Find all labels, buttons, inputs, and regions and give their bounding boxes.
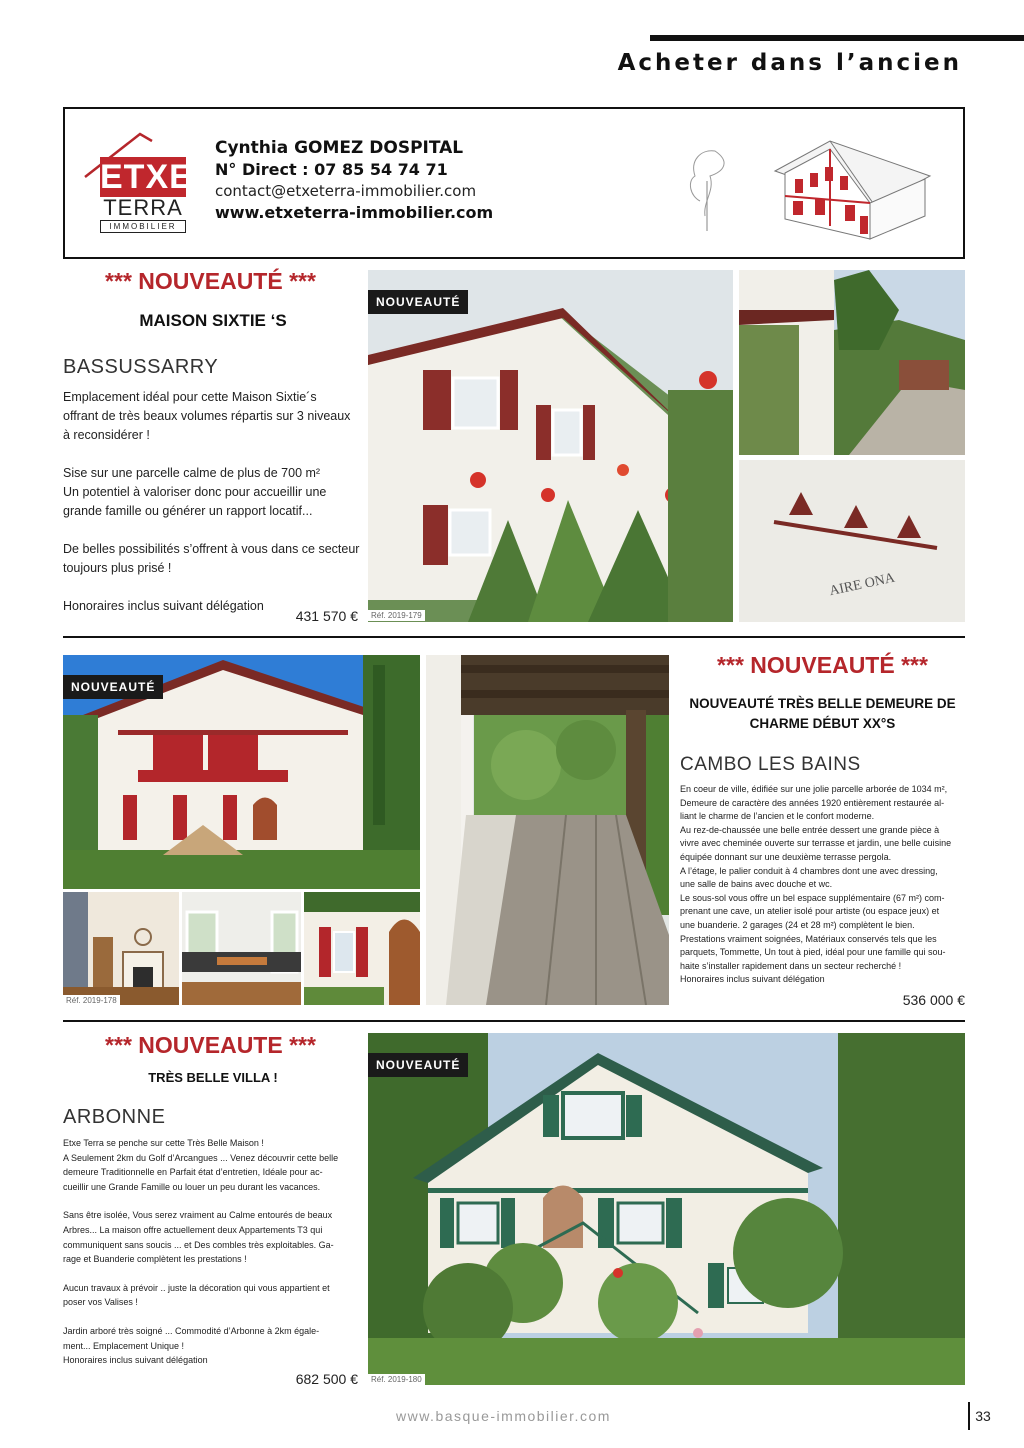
description-line: toujours plus prisé ! bbox=[63, 561, 172, 575]
description-line: Sise sur une parcelle calme de plus de 700 m² bbox=[63, 466, 321, 480]
listing2-subtitle-line2: CHARME DÉBUT XX°S bbox=[749, 716, 896, 731]
description-line bbox=[63, 1194, 359, 1208]
contact-email[interactable]: contact@etxeterra-immobilier.com bbox=[215, 182, 477, 200]
description-line: Honoraires inclus suivant délégation bbox=[680, 974, 825, 985]
description-line: Honoraires inclus suivant délégation bbox=[63, 599, 264, 613]
listing2-pergola-photo bbox=[426, 655, 669, 1005]
description-line: Le sous-sol vous offre un bel espace supplémentaire (67 m²) com- bbox=[680, 892, 945, 903]
listing2-tag: *** NOUVEAUTÉ *** bbox=[717, 652, 928, 678]
listing1-tag: *** NOUVEAUTÉ *** bbox=[105, 268, 316, 294]
listing3-tag: *** NOUVEAUTE *** bbox=[105, 1032, 316, 1058]
description-line: Honoraires inclus suivant délégation bbox=[63, 1355, 208, 1366]
description-line: Demeure de caractère des années 1920 entièrement restaurée al- bbox=[680, 797, 945, 808]
contact-phone[interactable]: N° Direct : 07 85 54 74 71 bbox=[215, 160, 448, 179]
listing1-city: BASSUSSARRY bbox=[63, 356, 219, 378]
listing2-badge: NOUVEAUTÉ bbox=[63, 675, 163, 699]
description-line: Emplacement idéal pour cette Maison Sixtie´s bbox=[63, 390, 317, 404]
description-line: grande famille ou générer un rapport locatif... bbox=[63, 504, 313, 518]
logo-immobilier: IMMOBILIER bbox=[100, 220, 186, 233]
description-line: parquets, Tommette, Un tout à pied, idéal pour une famille qui sou- bbox=[680, 947, 946, 958]
page-number: 33 bbox=[968, 1402, 996, 1430]
basque-house-illustration bbox=[685, 121, 945, 246]
listing1-subtitle: MAISON SIXTIE ‘S bbox=[139, 311, 287, 330]
listing1-side-photo-2 bbox=[739, 460, 965, 622]
divider-1 bbox=[63, 636, 965, 638]
listing2-city: CAMBO LES BAINS bbox=[680, 754, 861, 775]
description-line: ment... Emplacement Unique ! bbox=[63, 1340, 185, 1351]
listing1-side-photo-1 bbox=[739, 270, 965, 455]
listing1-badge: NOUVEAUTÉ bbox=[368, 290, 468, 314]
description-line: liant le charme de l’ancien et le confort moderne. bbox=[680, 811, 875, 822]
listing3-badge: NOUVEAUTÉ bbox=[368, 1053, 468, 1077]
description-line: prenant une cave, un atelier isolé pour artiste (ou espace jeux) et bbox=[680, 906, 940, 917]
logo-terra: TERRA bbox=[103, 195, 183, 220]
listing1-description bbox=[63, 388, 363, 616]
description-line bbox=[63, 1310, 359, 1324]
description-line: Arbres... La maison offre actuellement deux Appartements T3 qui bbox=[63, 1224, 323, 1235]
agency-contact bbox=[215, 137, 493, 224]
description-line: A l’étage, le palier conduit à 4 chambres dont une avec dressing, bbox=[680, 865, 938, 876]
listing3-subtitle: TRÈS BELLE VILLA ! bbox=[148, 1070, 278, 1085]
agency-box bbox=[63, 107, 965, 259]
description-line: En coeur de ville, édifiée sur une jolie parcelle arborée de 1034 m², bbox=[680, 784, 948, 794]
listing3-city: ARBONNE bbox=[63, 1106, 166, 1128]
listing2-ref: Réf. 2019-178 bbox=[63, 995, 120, 1006]
description-line: offrant de très beaux volumes répartis sur 3 niveaux bbox=[63, 409, 351, 423]
description-line: équipée donnant sur une deuxième terrasse pergola. bbox=[680, 851, 892, 862]
header-rule bbox=[650, 35, 1024, 41]
description-line: Etxe Terra se penche sur cette Très Belle Maison ! bbox=[63, 1138, 264, 1148]
description-line: à reconsidérer ! bbox=[63, 428, 150, 442]
description-line: cueillir une Grande Famille ou louer un peu durant les vacances. bbox=[63, 1181, 321, 1192]
listing2-thumb-1 bbox=[63, 892, 179, 1005]
listing3-description bbox=[63, 1136, 359, 1368]
divider-2 bbox=[63, 1020, 965, 1022]
description-line: Aucun travaux à prévoir .. juste la décoration qui vous appartient et bbox=[63, 1282, 330, 1293]
description-line: rage et Buanderie complètent les prestations ! bbox=[63, 1254, 247, 1265]
description-line: communiquent sans soucis ... et Des combles très exploitables. Ga- bbox=[63, 1239, 334, 1250]
contact-name: Cynthia GOMEZ DOSPITAL bbox=[215, 138, 464, 158]
description-line bbox=[63, 1267, 359, 1281]
description-line: Un potentiel à valoriser donc pour accueillir une bbox=[63, 485, 327, 499]
description-line: Au rez-de-chaussée une belle entrée dessert une grande pièce à bbox=[680, 824, 940, 835]
description-line: une buanderie. 2 garages (24 et 28 m²) complètent le bien. bbox=[680, 919, 915, 930]
description-line: De belles possibilités s’offrent à vous dans ce secteur bbox=[63, 542, 360, 556]
description-line bbox=[63, 445, 363, 464]
listing1-ref: Réf. 2019-179 bbox=[368, 610, 425, 621]
listing2-description bbox=[680, 783, 970, 987]
footer-url[interactable]: www.basque-immobilier.com bbox=[396, 1408, 611, 1424]
listing1-main-photo bbox=[368, 270, 733, 622]
listing2-subtitle-line1: NOUVEAUTÉ TRÈS BELLE DEMEURE DE bbox=[689, 696, 956, 711]
listing2-thumb-2 bbox=[182, 892, 301, 1005]
description-line: Jardin arboré très soigné ... Commodité d’Arbonne à 2km égale- bbox=[63, 1325, 320, 1336]
listing2-thumb-3 bbox=[304, 892, 420, 1005]
contact-website[interactable]: www.etxeterra-immobilier.com bbox=[215, 203, 494, 222]
description-line: haite s’installer rapidement dans un secteur recherché ! bbox=[680, 960, 902, 971]
description-line bbox=[63, 521, 363, 540]
description-line: poser vos Valises ! bbox=[63, 1297, 138, 1308]
listing3-ref: Réf. 2019-180 bbox=[368, 1374, 425, 1385]
agency-logo bbox=[80, 129, 193, 239]
sign-text: AIRE ONA bbox=[828, 570, 897, 600]
description-line: demeure Traditionnelle en Parfait état d’entretien, Idéale pour ac- bbox=[63, 1167, 323, 1178]
description-line: vivre avec cheminée ouverte sur terrasse et jardin, une belle cuisine bbox=[680, 838, 952, 849]
listing3-price: 682 500 € bbox=[295, 1371, 358, 1387]
description-line: Sans être isolée, Vous serez vraiment au Calme entourés de beaux bbox=[63, 1210, 333, 1221]
section-title: Acheter dans l’ancien bbox=[617, 50, 962, 76]
listing3-main-photo bbox=[368, 1033, 965, 1385]
listing1-price: 431 570 € bbox=[295, 608, 358, 624]
listing2-subtitle bbox=[680, 694, 965, 734]
description-line: une salle de bains avec douche et wc. bbox=[680, 879, 833, 890]
logo-etxe: ETXE bbox=[100, 158, 193, 196]
description-line: Prestations vraiment soignées, Matériaux conservés tels que les bbox=[680, 933, 937, 944]
description-line bbox=[63, 578, 363, 597]
description-line: A Seulement 2km du Golf d’Arcangues ... Venez découvrir cette belle bbox=[63, 1152, 339, 1163]
listing2-price: 536 000 € bbox=[902, 992, 965, 1008]
